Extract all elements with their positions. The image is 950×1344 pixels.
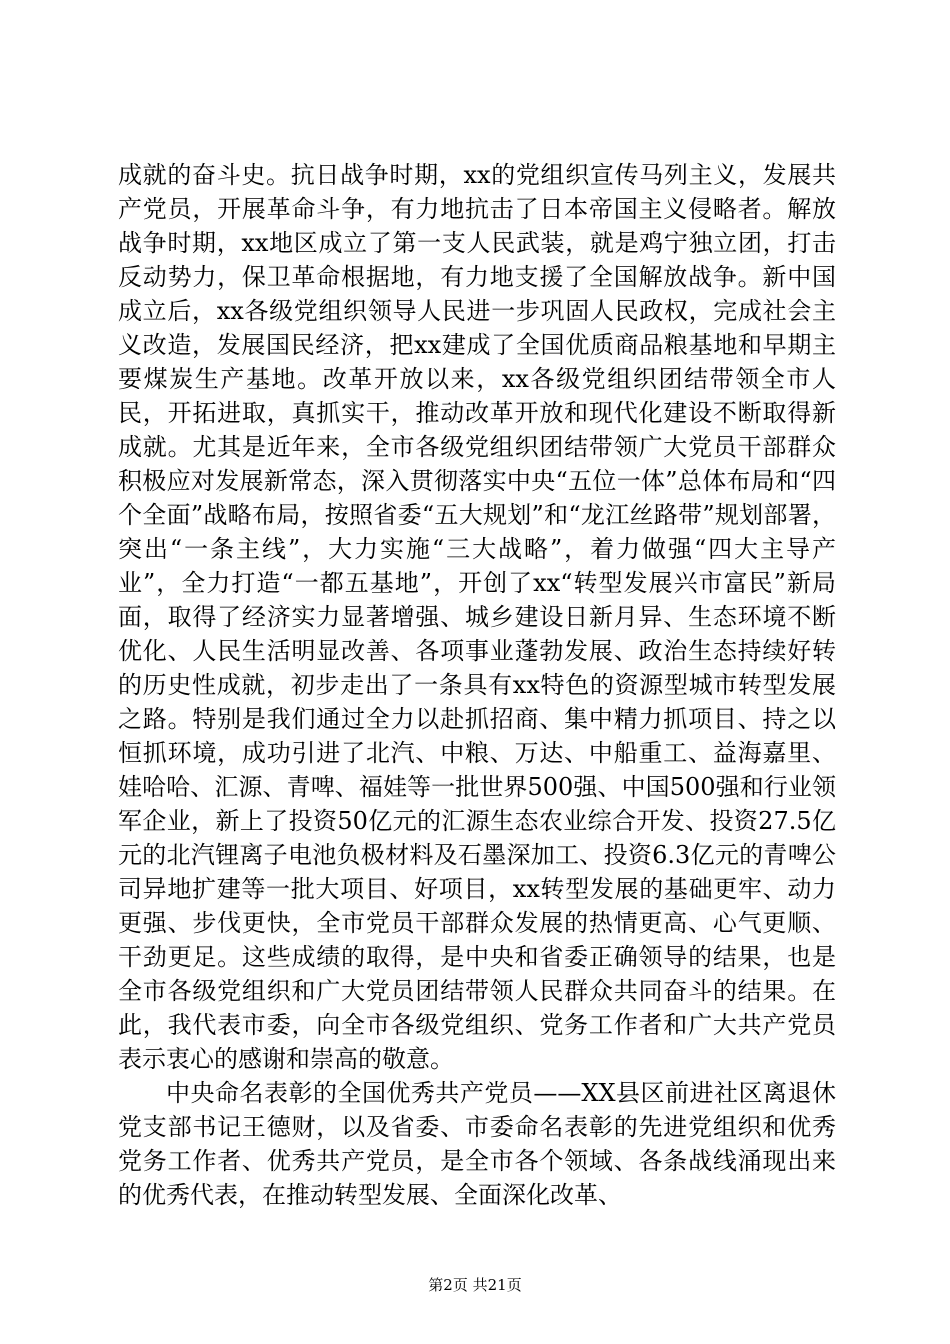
paragraph-continuation: 成就的奋斗史。抗日战争时期，xx的党组织宣传马列主义，发展共产党员，开展革命斗争，有力地抗击了日本帝国主义侵略者。解放战争时期，xx地区成立了第一支人民武装，就是鸡宁独立团，打击反动势力，保卫革命根据地，有力地支援了全国解放战争。新中国成立后，xx各级党组织领导人民进一步巩固人民政权，完成社会主义改造，发展国民经济，把xx建成了全国优质商品粮基地和早期主要煤炭生产基地。改革开放以来，xx各级党组织团结带领全市人民，开拓进取，真抓实干，推动改革开放和现代化建设不断取得新成就。尤其是近年来，全市各级党组织团结带领广大党员干部群众积极应对发展新常态，深入贯彻落实中央“五位一体”总体布局和“四个全面”战略布局，按照省委“五大规划”和“龙江丝路带”规划部署，突出“一条主线”，大力实施“三大战略”，着力做强“四大主导产业”，全力打造“一都五基地”，开创了xx“转型发展兴市富民”新局面，取得了经济实力显著增强、城乡建设日新月异、生态环境不断优化、人民生活明显改善、各项事业蓬勃发展、政治生态持续好转的历史性成就，初步走出了一条具有xx特色的资源型城市转型发展之路。特别是我们通过全力以赴抓招商、集中精力抓项目、持之以恒抓环境，成功引进了北汽、中粮、万达、中船重工、益海嘉里、娃哈哈、汇源、青啤、福娃等一批世界500强、中国500强和行业领军企业，新上了投资50亿元的汇源生态农业综合开发、投资27.5亿元的北汽锂离子电池负极材料及石墨深加工、投资6.3亿元的青啤公司异地扩建等一批大项目、好项目，xx转型发展的基础更牢、动力更强、步伐更快，全市党员干部群众发展的热情更高、心气更顺、干劲更足。这些成绩的取得，是中央和省委正确领导的结果，也是全市各级党组织和广大党员团结带领人民群众共同奋斗的结果。在此，我代表市委，向全市各级党组织、党务工作者和广大共产党员表示衷心的感谢和崇高的敬意。 — [118, 161, 836, 1073]
page-number-footer: 第2页 共21页 — [428, 1276, 522, 1294]
paragraph-honorees: 中央命名表彰的全国优秀共产党员——XX县区前进社区离退休党支部书记王德财，以及省委、市委命名表彰的先进党组织和优秀党务工作者、优秀共产党员，是全市各个领域、各条战线涌现出来的优秀代表，在推动转型发展、全面深化改革、 — [118, 1079, 836, 1209]
document-body — [118, 158, 836, 1212]
